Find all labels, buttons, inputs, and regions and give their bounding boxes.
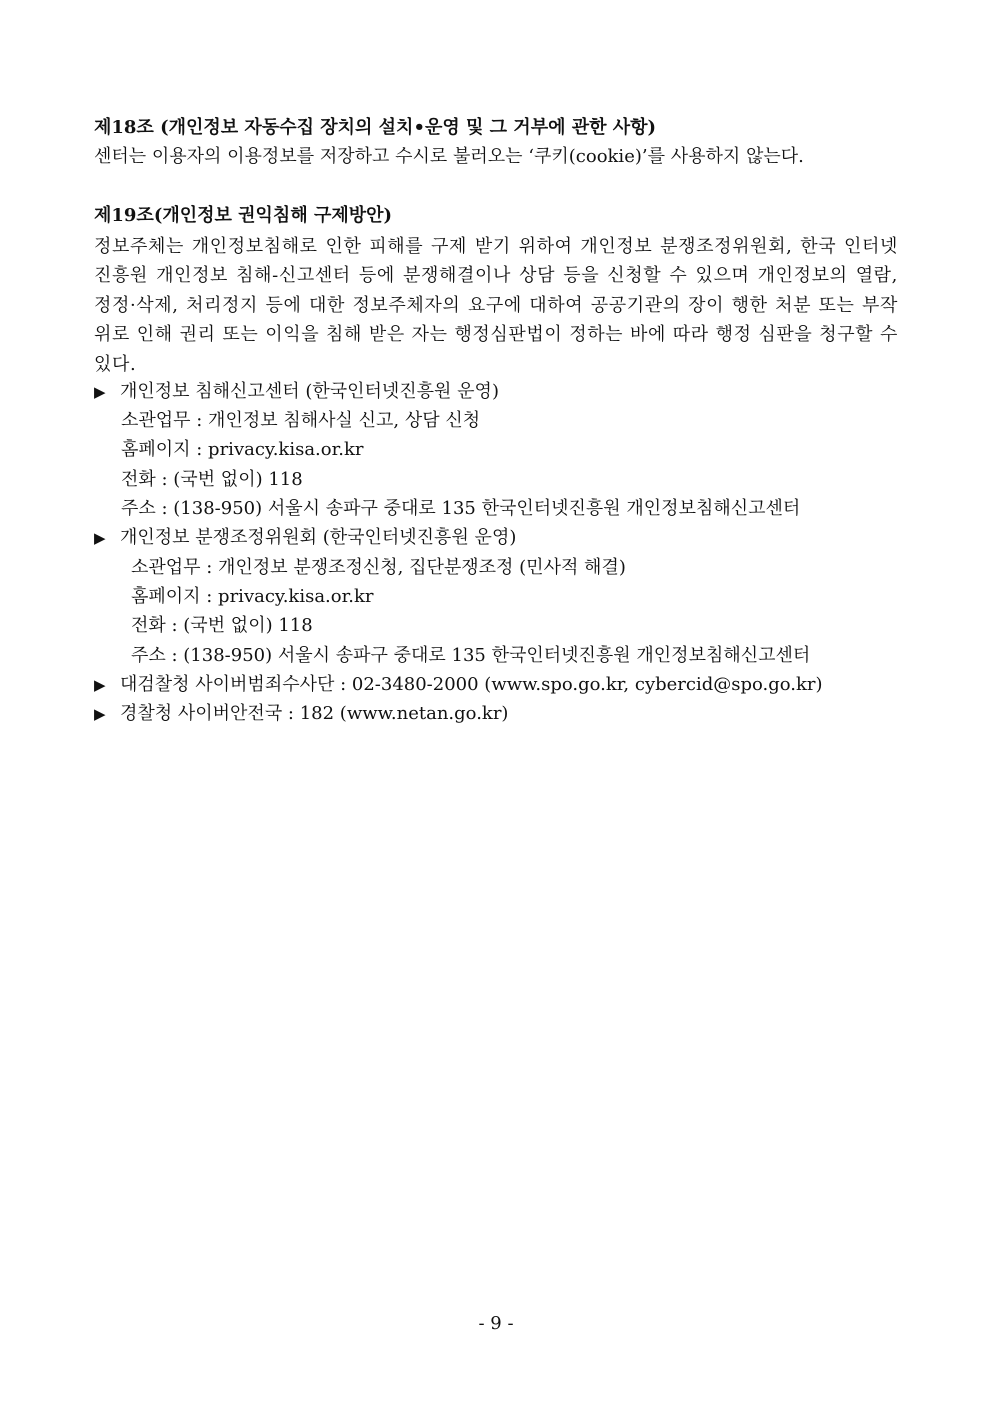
center2-title: 개인정보 분쟁조정위원회 (한국인터넷진흥원 운영) [120,527,517,548]
bullet-arrow-icon: ▶ [94,676,106,694]
center2-phone: 전화 : (국번 없이) 118 [131,615,313,636]
center1-phone: 전화 : (국번 없이) 118 [121,469,303,490]
article-18-heading: 제18조 (개인정보 자동수집 장치의 설치•운영 및 그 거부에 관한 사항) [94,117,657,138]
bullet-prosecution [94,673,823,697]
police-contact: 경찰청 사이버안전국 : 182 (www.netan.go.kr) [120,703,509,724]
bullet-arrow-icon: ▶ [94,705,106,723]
bullet-center1 [94,380,499,404]
page-number: - 9 - [478,1313,514,1334]
article-19-body: 정보주체는 개인정보침해로 인한 피해를 구제 받기 위하여 개인정보 분쟁조정위원회, 한국 인터넷 진흥원 개인정보 침해-신고센터 등에 분쟁해결이나 상담 등을 신청할 수 있으며 개인정보의 열람, 정정·삭제, 처리정지 등에 대한 정보주체자의 요구에 대하여 공공기관의 장이 행한 처분 또는 부작위로 인해 권리 또는 이익을 침해 받은 자는 행정심판법이 정하는 바에 따라 행정 심판을 청구할 수 있다. [94,236,898,375]
center1-duties: 소관업무 : 개인정보 침해사실 신고, 상담 신청 [121,410,481,431]
article-19-heading: 제19조(개인정보 권익침해 구제방안) [94,205,393,226]
bullet-center2 [94,526,516,550]
bullet-arrow-icon: ▶ [94,529,106,547]
center2-address: 주소 : (138-950) 서울시 송파구 중대로 135 한국인터넷진흥원 개인정보침해신고센터 [131,645,811,666]
bullet-arrow-icon: ▶ [94,383,106,401]
center1-title: 개인정보 침해신고센터 (한국인터넷진흥원 운영) [120,381,499,402]
center1-address: 주소 : (138-950) 서울시 송파구 중대로 135 한국인터넷진흥원 개인정보침해신고센터 [121,498,801,519]
article-18-body: 센터는 이용자의 이용정보를 저장하고 수시로 불러오는 ‘쿠키(cookie)’를 사용하지 않는다. [94,146,804,167]
center2-duties: 소관업무 : 개인정보 분쟁조정신청, 집단분쟁조정 (민사적 해결) [131,557,626,578]
prosecution-contact: 대검찰청 사이버범죄수사단 : 02-3480-2000 (www.spo.go.kr, cybercid@spo.go.kr) [120,674,823,695]
center2-homepage: 홈페이지 : privacy.kisa.or.kr [131,586,374,607]
center1-homepage: 홈페이지 : privacy.kisa.or.kr [121,439,364,460]
bullet-police [94,702,508,726]
